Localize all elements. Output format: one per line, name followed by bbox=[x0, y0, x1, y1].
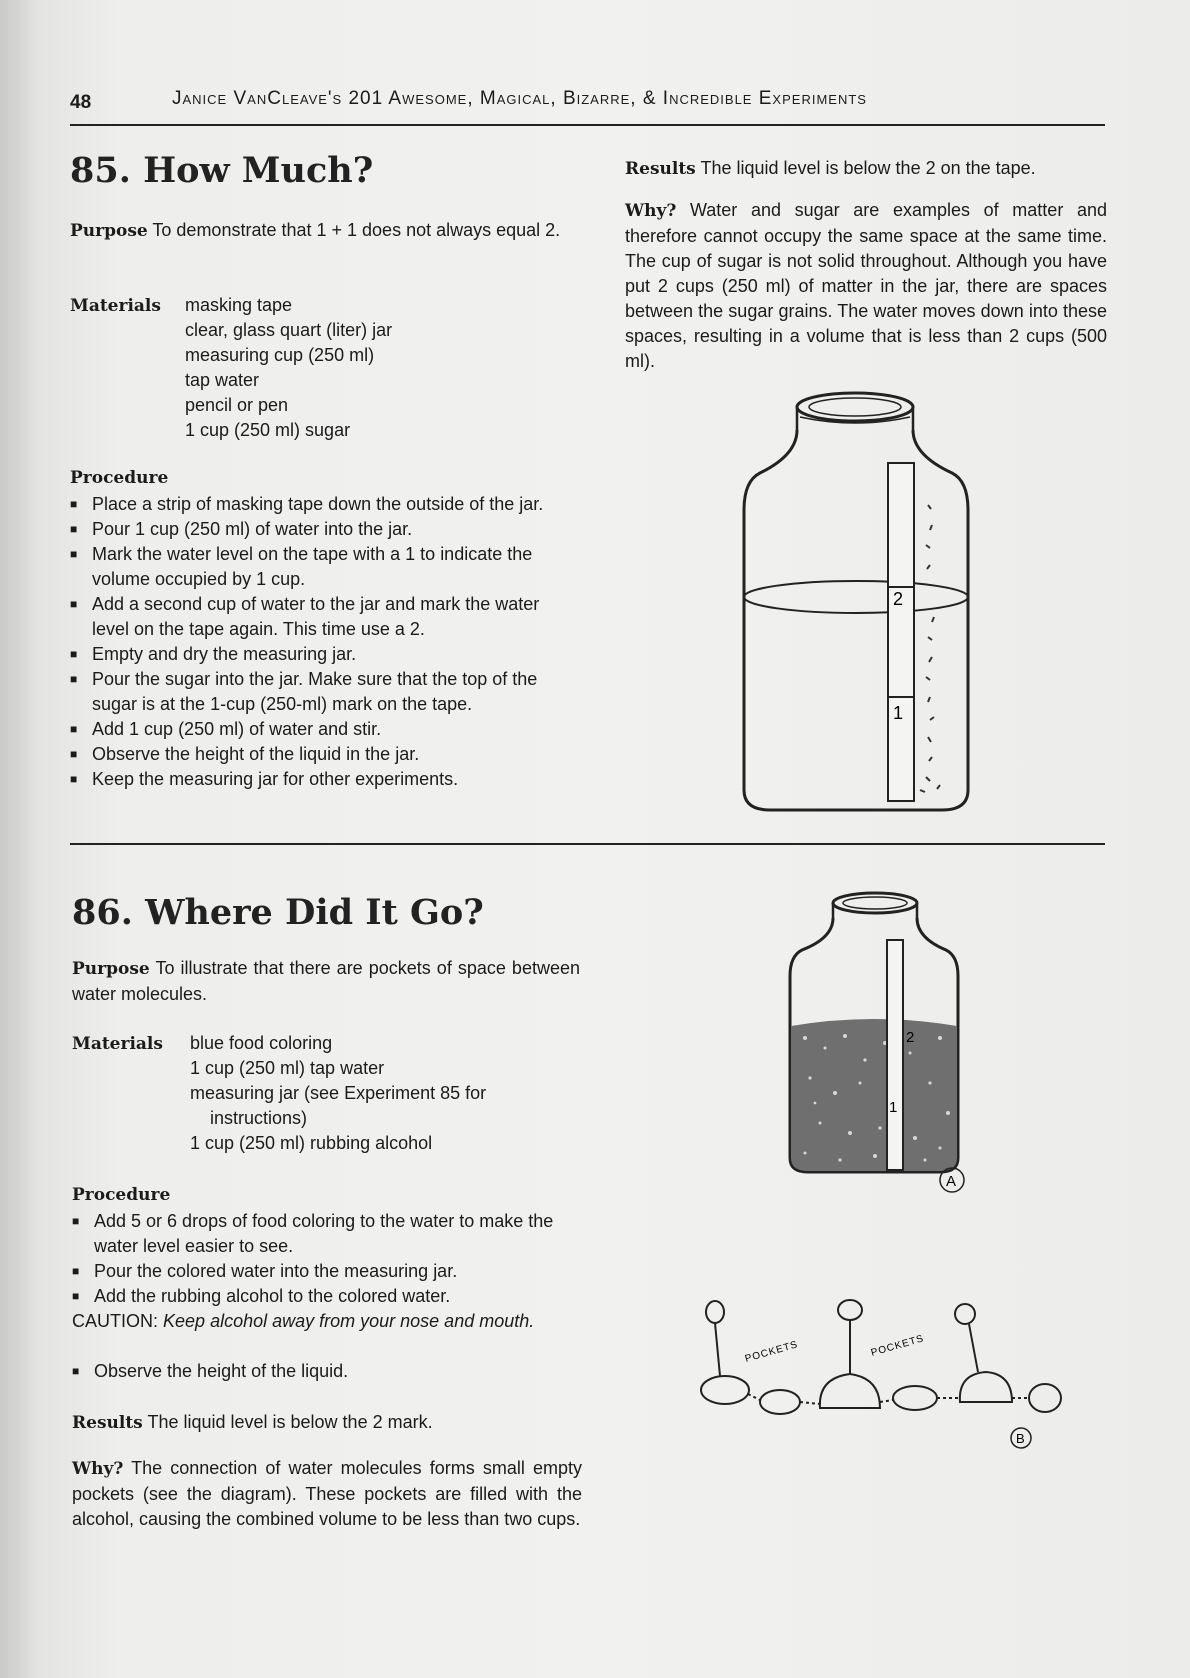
colored-liquid bbox=[791, 1019, 957, 1171]
pockets-label-1: POCKETS bbox=[743, 1339, 800, 1365]
procedure-step: ■ Add 5 or 6 drops of food coloring to the water to make the water level easier to see. bbox=[72, 1209, 582, 1259]
exp86-purpose bbox=[72, 956, 580, 1007]
exp85-why-label: Why? bbox=[625, 201, 677, 221]
material-item: masking tape bbox=[185, 295, 293, 315]
procedure-step: ■ Keep the measuring jar for other experiments. bbox=[70, 767, 580, 792]
caution-label: CAUTION: bbox=[72, 1311, 159, 1331]
pockets-label-2: POCKETS bbox=[869, 1333, 926, 1359]
exp86-materials-list bbox=[190, 1031, 486, 1156]
exp86-results bbox=[72, 1410, 582, 1436]
exp85-why-text: Water and sugar are examples of matter and therefore cannot occupy the same space at the same time. The cup of sugar is not solid throughout. Although you have put 2 cups (250 ml) of matter in the jar, there are spaces between the sugar grains. The water moves down into these spaces, resulting in a volume that is less than 2 cups (500 ml). bbox=[625, 200, 1107, 371]
water-molecule bbox=[893, 1386, 937, 1410]
exp85-procedure-list bbox=[70, 492, 580, 792]
exp85-purpose-text: To demonstrate that 1 + 1 does not always equal 2. bbox=[152, 220, 561, 240]
section-divider bbox=[70, 843, 1105, 845]
material-item: 1 cup (250 ml) tap water bbox=[190, 1058, 385, 1078]
procedure-step: ■ Add a second cup of water to the jar and mark the water level on the tape again. This time use a 2. bbox=[70, 592, 580, 642]
exp85-materials-label: Materials bbox=[70, 296, 161, 316]
exp85-results-label: Results bbox=[625, 159, 696, 179]
exp86-caution bbox=[72, 1309, 582, 1334]
procedure-step: ■ Pour the colored water into the measuring jar. bbox=[72, 1259, 582, 1284]
procedure-step: ■ Pour the sugar into the jar. Make sure that the top of the sugar is at the 1-cup (250-ml) mark on the tape. bbox=[70, 667, 580, 717]
material-item: measuring cup (250 ml) bbox=[185, 345, 375, 365]
exp85-materials-list bbox=[185, 293, 392, 443]
material-item: measuring jar (see Experiment 85 for bbox=[190, 1083, 487, 1103]
masking-tape-strip bbox=[887, 940, 903, 1170]
water-molecule bbox=[760, 1390, 800, 1414]
water-molecule bbox=[960, 1372, 1012, 1402]
material-item: clear, glass quart (liter) jar bbox=[185, 320, 393, 340]
tape-mark-2: 2 bbox=[906, 1029, 915, 1046]
figure-b-label: B bbox=[1016, 1431, 1025, 1446]
exp86-procedure-list bbox=[72, 1209, 582, 1309]
exp85-purpose-label: Purpose bbox=[70, 221, 148, 241]
water-surface bbox=[744, 581, 968, 613]
procedure-step: ■ Add the rubbing alcohol to the colored water. bbox=[72, 1284, 582, 1309]
exp85-procedure-label: Procedure bbox=[70, 468, 169, 488]
procedure-step: ■ Pour 1 cup (250 ml) of water into the jar. bbox=[70, 517, 580, 542]
material-item: tap water bbox=[185, 370, 260, 390]
exp85-why bbox=[625, 198, 1107, 374]
exp86-title: 86. Where Did It Go? bbox=[72, 892, 484, 933]
exp86-purpose-label: Purpose bbox=[72, 959, 150, 979]
material-item: pencil or pen bbox=[185, 395, 289, 415]
exp85-purpose bbox=[70, 218, 576, 244]
header-rule bbox=[70, 124, 1105, 126]
exp85-results-text: The liquid level is below the 2 on the tape. bbox=[700, 158, 1036, 178]
procedure-step: ■ Observe the height of the liquid in the jar. bbox=[70, 742, 580, 767]
water-molecule bbox=[1029, 1384, 1061, 1412]
page-number: 48 bbox=[70, 92, 92, 113]
exp86-purpose-text: To illustrate that there are pockets of space between water molecules. bbox=[72, 958, 580, 1004]
material-item: 1 cup (250 ml) sugar bbox=[185, 420, 351, 440]
exp85-title: 85. How Much? bbox=[70, 150, 374, 191]
exp86-results-label: Results bbox=[72, 1413, 143, 1433]
exp85-results bbox=[625, 156, 1105, 182]
procedure-step: ■ Place a strip of masking tape down the outside of the jar. bbox=[70, 492, 580, 517]
procedure-step: ■ Empty and dry the measuring jar. bbox=[70, 642, 580, 667]
exp86-figure-b bbox=[690, 1290, 1090, 1450]
exp86-figure-a bbox=[780, 888, 980, 1198]
exp86-results-text: The liquid level is below the 2 mark. bbox=[147, 1412, 433, 1432]
masking-tape-strip bbox=[888, 463, 914, 801]
material-item: blue food coloring bbox=[190, 1033, 333, 1053]
running-header-title: Janice VanCleave's 201 Awesome, Magical, Bizarre, & Incredible Experiments bbox=[172, 88, 867, 109]
material-item: 1 cup (250 ml) rubbing alcohol bbox=[190, 1133, 433, 1153]
caution-text: Keep alcohol away from your nose and mouth. bbox=[163, 1311, 535, 1331]
exp86-materials-label: Materials bbox=[72, 1034, 163, 1054]
exp86-procedure-list-cont bbox=[72, 1359, 582, 1384]
tape-mark-1: 1 bbox=[889, 1099, 898, 1116]
jar-body bbox=[744, 430, 968, 810]
jar-mouth bbox=[797, 393, 913, 421]
figure-a-label: A bbox=[946, 1173, 957, 1190]
exp85-jar-figure bbox=[740, 385, 1000, 825]
exp86-why-text: The connection of water molecules forms small empty pockets (see the diagram). These pockets are filled with the alcohol, causing the combined volume to be less than two cups. bbox=[72, 1458, 582, 1529]
tape-mark-1: 1 bbox=[893, 703, 904, 723]
exp86-procedure-label: Procedure bbox=[72, 1185, 171, 1205]
water-molecule bbox=[820, 1374, 880, 1408]
procedure-step: ■ Observe the height of the liquid. bbox=[72, 1359, 582, 1384]
exp86-why-label: Why? bbox=[72, 1459, 124, 1479]
tape-mark-2: 2 bbox=[893, 589, 904, 609]
procedure-step: ■ Add 1 cup (250 ml) of water and stir. bbox=[70, 717, 580, 742]
water-molecule bbox=[701, 1376, 749, 1404]
exp86-why bbox=[72, 1456, 582, 1532]
procedure-step: ■ Mark the water level on the tape with a 1 to indicate the volume occupied by 1 cup. bbox=[70, 542, 580, 592]
material-item: instructions) bbox=[210, 1108, 308, 1128]
